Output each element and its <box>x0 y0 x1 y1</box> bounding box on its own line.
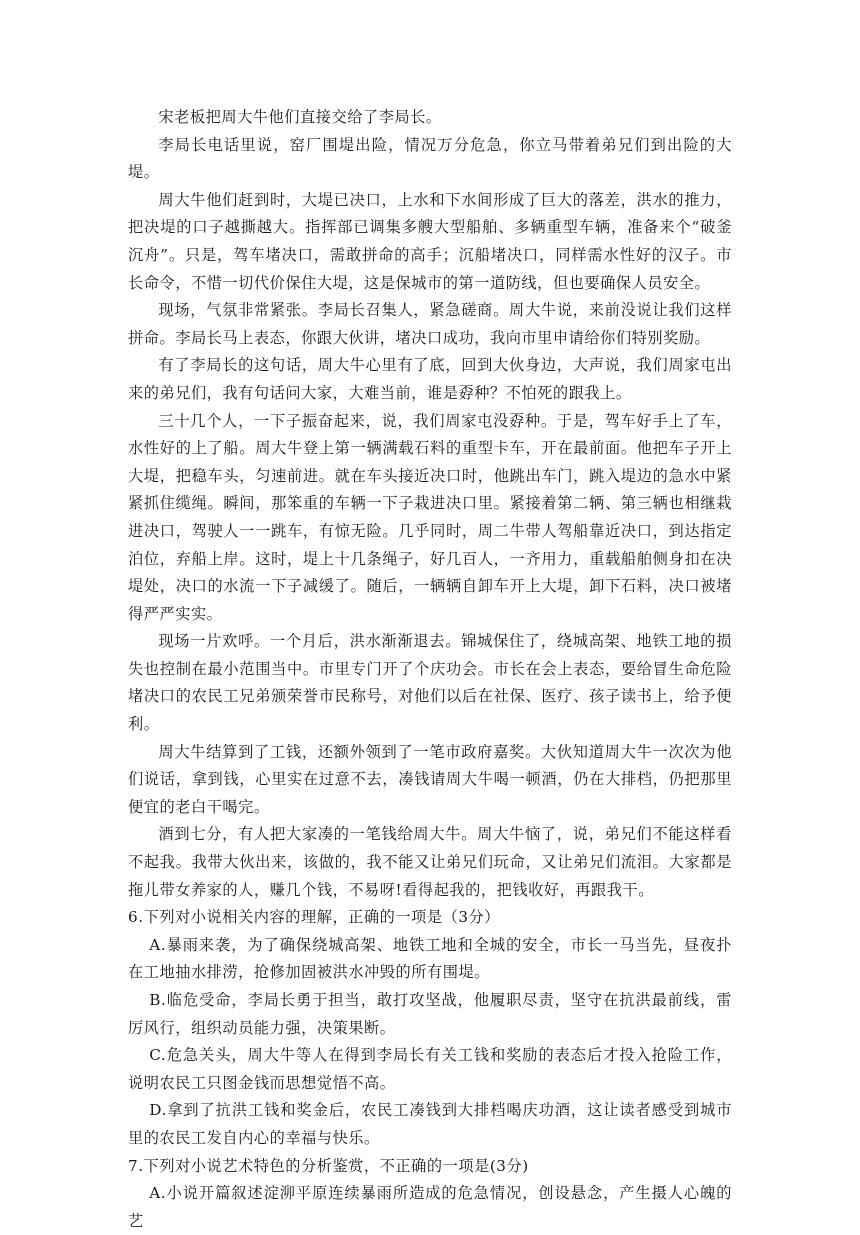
story-paragraph: 现场，气氛非常紧张。李局长召集人，紧急磋商。周大牛说，来前没说让我们这样拼命。李局长马上表态，你跟大伙讲，堵决口成功，我向市里申请给你们特别奖励。 <box>128 301 732 347</box>
story-paragraph: 周大牛他们赶到时，大堤已决口，上水和下水间形成了巨大的落差，洪水的推力，把决堤的口子越撕越大。指挥部已调集多艘大型船舶、多辆重型车辆，准备来个“破釜沉舟”。只是，驾车堵决口，需敢拼命的高手；沉船堵决口，同样需水性好的汉子。市长命令，不惜一切代价保住大堤，这是保城市的第一道防线，但也要确保人员安全。 <box>128 190 732 292</box>
question-6-title: 6.下列对小说相关内容的理解，正确的一项是（3分） <box>128 908 501 927</box>
question-6-option-a: A.暴雨来袭，为了确保绕城高架、地铁工地和全城的安全，市长一马当先，昼夜扑在工地抽水排涝，抢修加固被洪水冲毁的所有围堤。 <box>128 935 732 982</box>
question-6 <box>128 904 732 1152</box>
story-paragraph: 有了李局长的这句话，周大牛心里有了底，回到大伙身边，大声说，我们周家屯出来的弟兄们，我有句话问大家，大难当前，谁是孬种？不怕死的跟我上。 <box>128 356 732 402</box>
story-paragraph: 李局长电话里说，窑厂围堤出险，情况万分危急，你立马带着弟兄们到出险的大堤。 <box>128 135 732 182</box>
story-paragraph: 现场一片欢呼。一个月后，洪水渐渐退去。锦城保住了，绕城高架、地铁工地的损失也控制在最小范围当中。市里专门开了个庆功会。市长在会上表态，要给冒生命危险堵决口的农民工兄弟颁荣誉市民称号，对他们以后在社保、医疗、孩子读书上，给予便利。 <box>128 632 732 734</box>
story-paragraph: 三十几个人，一下子振奋起来，说，我们周家屯没孬种。于是，驾车好手上了车，水性好的上了船。周大牛登上第一辆满载石料的重型卡车，开在最前面。他把车子开上大堤，把稳车头，匀速前进。就在车头接近决口时，他跳出车门，跳入堤边的急水中紧紧抓住缆绳。瞬间，那笨重的车辆一下子栽进决口里。紧接着第二辆、第三辆也相继栽进决口，驾驶人一一跳车，有惊无险。几乎同时，周二牛带人驾船靠近决口，到达指定泊位，弃船上岸。这时，堤上十几条绳子，好几百人，一齐用力，重载船舶侧身扣在决堤处，决口的水流一下子减缓了。随后，一辆辆自卸车开上大堤，卸下石料，决口被堵得严严实实。 <box>128 411 732 623</box>
story-paragraph: 酒到七分，有人把大家凑的一笔钱给周大牛。周大牛恼了，说，弟兄们不能这样看不起我。我带大伙出来，该做的，我不能又让弟兄们玩命，又让弟兄们流泪。大家都是拖儿带女养家的人，赚几个钱，不易呀!看得起我的，把钱收好，再跟我干。 <box>128 825 732 899</box>
story-body <box>128 104 732 904</box>
story-paragraph: 周大牛结算到了工钱，还额外领到了一笔市政府嘉奖。大伙知道周大牛一次次为他们说话，拿到钱，心里实在过意不去，凑钱请周大牛喝一顿酒，仍在大排档，仍把那里便宜的老白干喝完。 <box>128 742 732 816</box>
question-6-option-b: B.临危受命，李局长勇于担当，敢打攻坚战，他履职尽责，坚守在抗洪最前线，雷厉风行，组织动员能力强，决策果断。 <box>128 991 732 1037</box>
question-6-option-c: C.危急关头，周大牛等人在得到李局长有关工钱和奖励的表态后才投入抢险工作，说明农民工只图金钱而思想觉悟不高。 <box>128 1046 732 1092</box>
question-7 <box>128 1153 732 1235</box>
question-7-title: 7.下列对小说艺术特色的分析鉴赏，不正确的一项是(3分) <box>128 1156 529 1175</box>
question-7-option-a: A.小说开篇叙述淀泖平原连续暴雨所造成的危急情况，创设悬念，产生摄人心魄的艺 <box>128 1184 732 1230</box>
story-paragraph: 宋老板把周大牛他们直接交给了李局长。 <box>158 108 442 126</box>
question-6-option-d: D.拿到了抗洪工钱和奖金后，农民工凑钱到大排档喝庆功酒，这让读者感受到城市里的农民工发自内心的幸福与快乐。 <box>128 1101 732 1147</box>
